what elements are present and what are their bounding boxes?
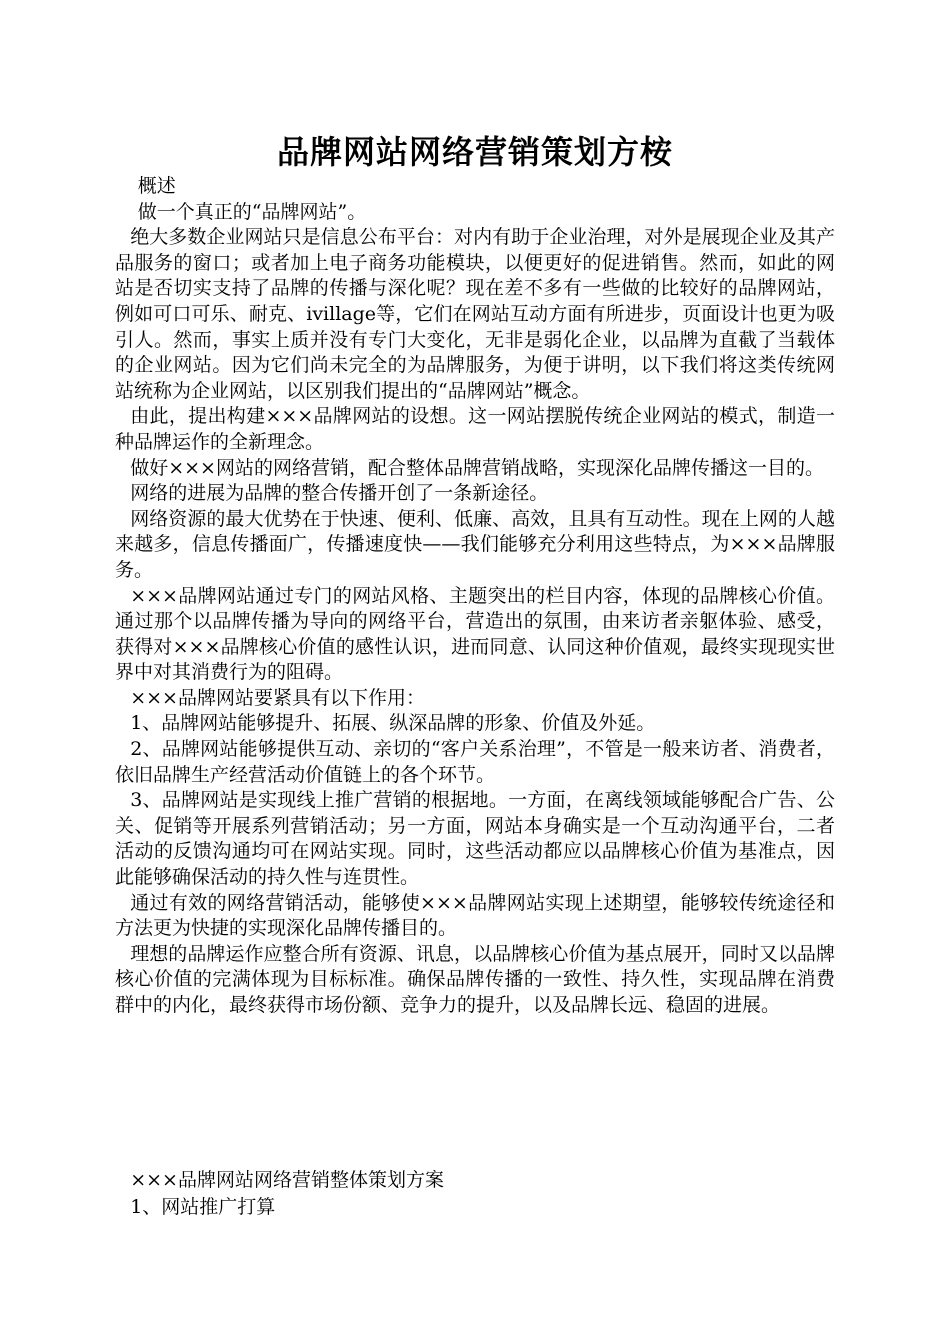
paragraph-effective-marketing: 通过有效的网络营销活动，能够使×××品牌网站实现上述期望，能够较传统途径和方法更为快捷的实现深化品牌传播目的。 [115,891,835,940]
paragraph-functions-intro: ×××品牌网站要紧具有以下作用： [130,686,425,709]
paragraph-marketing-goal: 做好×××网站的网络营销，配合整体品牌营销战略，实现深化品牌传播这一目的。 [130,456,824,479]
list-item-2: 2、品牌网站能够提供互动、亲切的“客户关系治理”，不管是一般来访者、消费者，依旧品牌生产经营活动价值链上的各个环节。 [115,738,835,786]
section-item: 1、网站推广打算 [130,1196,276,1218]
list-item-1: 1、品牌网站能够提升、拓展、纵深品牌的形象、价值及外延。 [130,712,656,735]
document-body [115,174,835,1019]
list-item-3: 3、品牌网站是实现线上推广营销的根据地。一方面，在离线领域能够配合广告、公关、促销等开展系列营销活动；另一方面，网站本身确实是一个互动沟通平台，二者活动的反馈沟通均可在网站实现。同时，这些活动都应以品牌核心价值为基准点，因此能够确保活动的持久性与连贯性。 [115,789,835,889]
paragraph-enterprise-sites: 绝大多数企业网站只是信息公布平台：对内有助于企业治理，对外是展现企业及其产品服务的窗口；或者加上电子商务功能模块，以便更好的促进销售。然而，如此的网站是否切实支持了品牌的传播与深化呢？现在差不多有一些做的比较好的品牌网站，例如可口可乐、耐克、ivillage等，它们在网站互动方面有所进步，页面设计也更为吸引人。然而，事实上质并没有专门大变化，无非是弱化企业，以品牌为直截了当载体的企业网站。因为它们尚未完全的为品牌服务，为便于讲明，以下我们将这类传统网站统称为企业网站，以区别我们提出的“品牌网站”概念。 [115,226,835,402]
section-block [115,1167,835,1221]
paragraph-brand-site: 做一个真正的“品牌网站”。 [137,200,367,223]
paragraph-overview: 概述 [137,175,176,197]
paragraph-ideal-brand: 理想的品牌运作应整合所有资源、讯息，以品牌核心价值为基点展开，同时又以品牌核心价值的完满体现为目标标准。确保品牌传播的一致性、持久性，实现品牌在消费群中的内化，最终获得市场份额、竞争力的提升，以及品牌长远、稳固的进展。 [115,942,835,1016]
paragraph-network-advantages: 网络资源的最大优势在于快速、便利、低廉、高效，且具有互动性。现在上网的人越来越多，信息传播面广，传播速度快——我们能够充分利用这些特点，为×××品牌服务。 [115,507,835,581]
paragraph-core-value: ×××品牌网站通过专门的网站风格、主题突出的栏目内容，体现的品牌核心价值。通过那个以品牌传播为导向的网络平台，营造出的氛围，由来访者亲躯体验、感受，获得对×××品牌核心价值的感性认识，进而同意、认同这种价值观，最终实现现实世界中对其消费行为的阻碍。 [115,584,835,684]
paragraph-proposal: 由此，提出构建×××品牌网站的设想。这一网站摆脱传统企业网站的模式，制造一种品牌运作的全新理念。 [115,405,835,453]
document-title: 品牌网站网络营销策划方桉 [276,133,673,171]
paragraph-network-progress: 网络的进展为品牌的整合传播开创了一条新途径。 [130,482,549,505]
section-heading: ×××品牌网站网络营销整体策划方案 [130,1169,444,1191]
